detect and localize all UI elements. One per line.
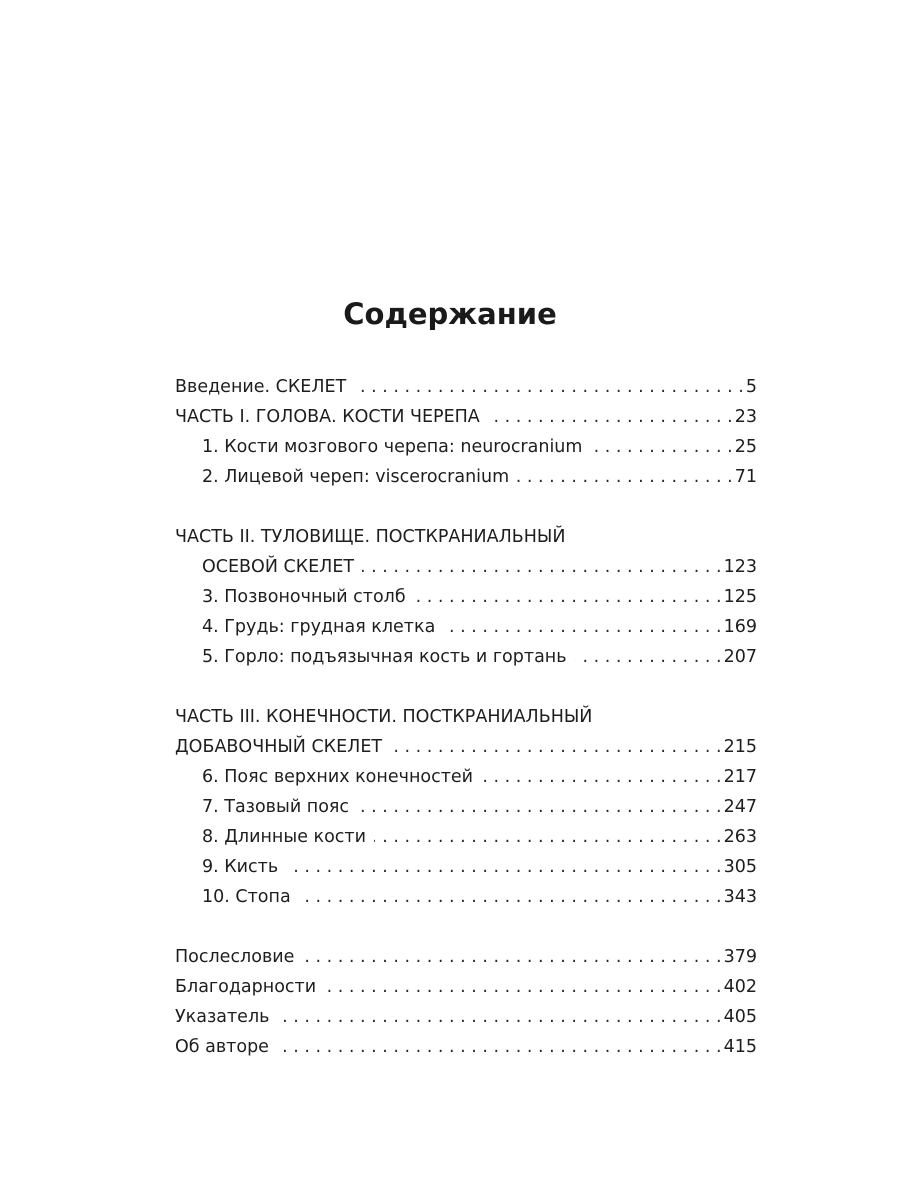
toc-entry-title: 6. Пояс верхних конечностей: [202, 767, 474, 787]
toc-entry[interactable]: [175, 882, 757, 912]
toc-entry[interactable]: [175, 762, 757, 792]
dot-leader: [357, 792, 722, 822]
dot-leader: [481, 762, 722, 792]
toc-entry[interactable]: [175, 372, 757, 402]
toc-entry[interactable]: [175, 1002, 757, 1032]
dot-leader: [517, 462, 733, 492]
toc-entry-page: 5: [745, 377, 757, 397]
toc-entry-page: 305: [723, 857, 757, 877]
dot-leader: [488, 402, 733, 432]
toc-entry-title: 5. Горло: подъязычная кость и гортань: [202, 647, 567, 667]
table-of-contents: [175, 372, 757, 1062]
toc-entry-page: 207: [723, 647, 757, 667]
section-spacer: [175, 672, 757, 702]
toc-entry[interactable]: [175, 612, 757, 642]
toc-entry[interactable]: [175, 792, 757, 822]
toc-entry-title: Указатель: [175, 1007, 270, 1027]
toc-entry[interactable]: [175, 552, 757, 582]
dot-leader: [277, 1032, 722, 1062]
page-title: Содержание: [343, 297, 557, 331]
toc-entry-page: 247: [723, 797, 757, 817]
toc-entry-title: 9. Кисть: [202, 857, 279, 877]
toc-entry[interactable]: [175, 852, 757, 882]
toc-entry-page: 25: [734, 437, 757, 457]
toc-entry-title: 10. Стопа: [202, 887, 291, 907]
dot-leader: [443, 612, 721, 642]
toc-entry-title: 2. Лицевой череп: viscerocranium: [202, 467, 510, 487]
section-spacer: [175, 912, 757, 942]
toc-entry-page: 263: [723, 827, 757, 847]
toc-entry-page: 379: [723, 947, 757, 967]
dot-leader: [354, 372, 744, 402]
section-spacer: [175, 492, 757, 522]
toc-part-heading[interactable]: ЧАСТЬ II. ТУЛОВИЩЕ. ПОСТКРАНИАЛЬНЫЙ: [175, 527, 566, 547]
dot-leader: [414, 582, 722, 612]
toc-entry[interactable]: [175, 1032, 757, 1062]
dot-leader: [590, 432, 732, 462]
toc-entry-title: 4. Грудь: грудная клетка: [202, 617, 436, 637]
toc-entry-title: Послесловие: [175, 947, 295, 967]
dot-leader: [324, 972, 722, 1002]
toc-entry[interactable]: [175, 432, 757, 462]
toc-entry-title: 3. Позвоночный столб: [202, 587, 406, 607]
toc-entry-page: 215: [723, 737, 757, 757]
toc-entry-title: Об авторе: [175, 1037, 269, 1057]
toc-entry-page: 125: [723, 587, 757, 607]
toc-entry-page: 217: [723, 767, 757, 787]
toc-entry-page: 23: [734, 407, 757, 427]
toc-entry-title: Благодарности: [175, 977, 317, 997]
toc-entry-title: 1. Кости мозгового черепа: neurocranium: [202, 437, 583, 457]
toc-entry[interactable]: [175, 402, 757, 432]
toc-entry-page: 415: [723, 1037, 757, 1057]
toc-part-heading[interactable]: ЧАСТЬ III. КОНЕЧНОСТИ. ПОСТКРАНИАЛЬНЫЙ: [175, 707, 593, 727]
toc-entry[interactable]: [175, 942, 757, 972]
toc-entry[interactable]: [175, 462, 757, 492]
dot-leader: [302, 942, 721, 972]
toc-entry-page: 343: [723, 887, 757, 907]
toc-entry[interactable]: [175, 642, 757, 672]
toc-entry[interactable]: [175, 732, 757, 762]
toc-entry-title: ОСЕВОЙ СКЕЛЕТ: [202, 557, 355, 577]
dot-leader: [286, 852, 721, 882]
toc-entry-page: 405: [723, 1007, 757, 1027]
toc-entry-title: Введение. СКЕЛЕТ: [175, 377, 347, 397]
dot-leader: [299, 882, 722, 912]
toc-entry-page: 402: [723, 977, 757, 997]
toc-entry[interactable]: [175, 822, 757, 852]
dot-leader: [575, 642, 722, 672]
toc-entry-title: ЧАСТЬ I. ГОЛОВА. КОСТИ ЧЕРЕПА: [175, 407, 480, 427]
toc-entry-title: 8. Длинные кости: [202, 827, 366, 847]
toc-entry-title: ДОБАВОЧНЫЙ СКЕЛЕТ: [175, 737, 383, 757]
toc-entry-page: 169: [723, 617, 757, 637]
dot-leader: [374, 822, 722, 852]
dot-leader: [390, 732, 722, 762]
toc-entry[interactable]: [175, 582, 757, 612]
toc-entry-title: 7. Тазовый пояс: [202, 797, 350, 817]
dot-leader: [277, 1002, 721, 1032]
toc-entry-page: 71: [734, 467, 757, 487]
toc-entry-page: 123: [723, 557, 757, 577]
toc-entry[interactable]: [175, 972, 757, 1002]
dot-leader: [362, 552, 722, 582]
